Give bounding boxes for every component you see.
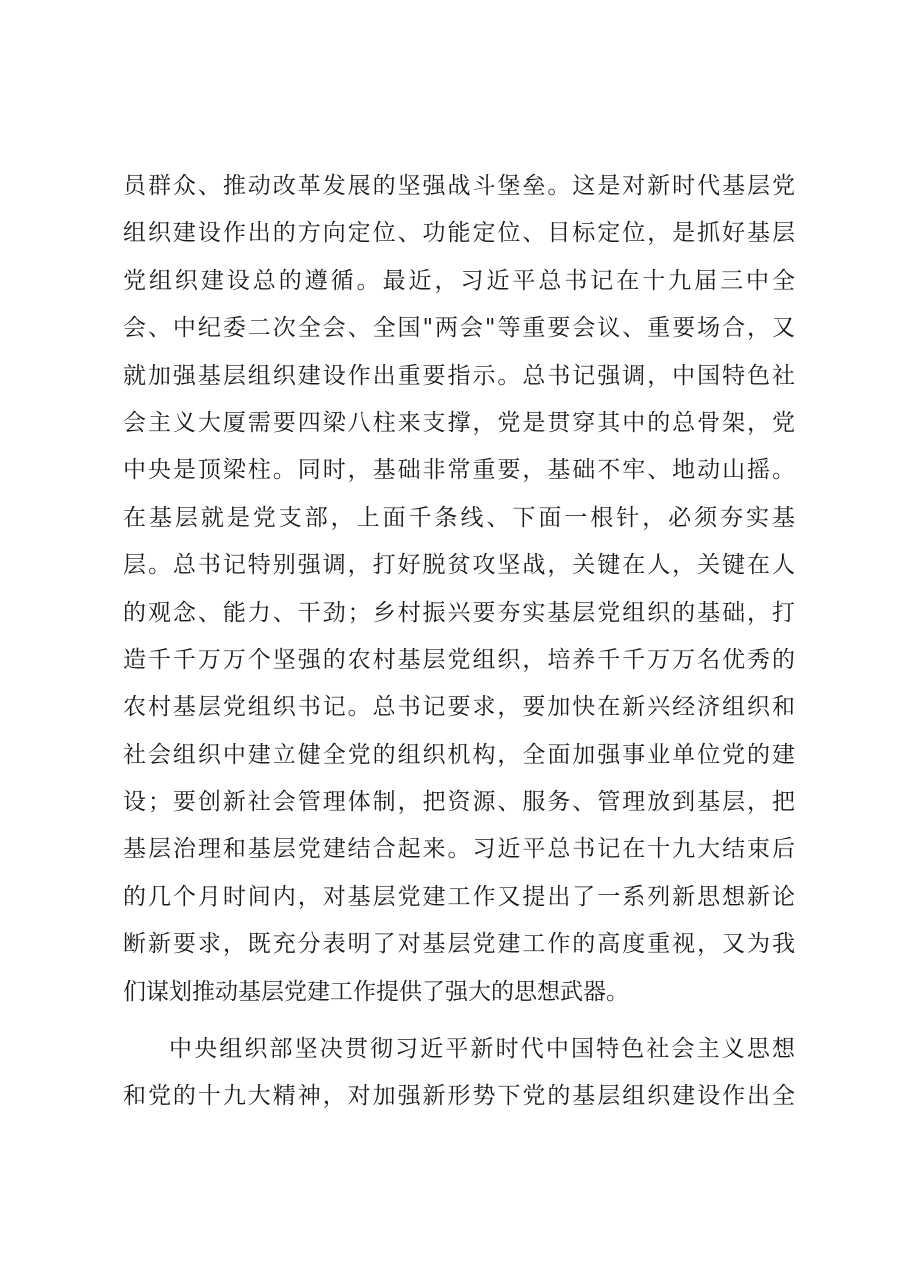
text-line: 的几个月时间内，对基层党建工作又提出了一系列新思想新论 xyxy=(123,883,795,910)
text-line: 们谋划推动基层党建工作提供了强大的思想武器。 xyxy=(123,978,629,1005)
paragraph-spacer xyxy=(123,1016,795,1026)
text-line: 中央是顶梁柱。同时，基础非常重要，基础不牢、地动山摇。 xyxy=(123,457,795,484)
paragraph-2 xyxy=(123,1026,795,1121)
text-line: 层。总书记特别强调，打好脱贫攻坚战，关键在人，关键在人 xyxy=(123,552,795,579)
text-line: 基层治理和基层党建结合起来。习近平总书记在十九大结束后 xyxy=(123,836,795,863)
text-line: 中央组织部坚决贯彻习近平新时代中国特色社会主义思想 xyxy=(169,1036,795,1063)
text-line: 的观念、能力、干劲；乡村振兴要夯实基层党组织的基础，打 xyxy=(123,599,795,626)
text-line: 党组织建设总的遵循。最近，习近平总书记在十九届三中全 xyxy=(123,267,795,294)
text-line: 设；要创新社会管理体制，把资源、服务、管理放到基层，把 xyxy=(123,789,795,816)
text-line: 断新要求，既充分表明了对基层党建工作的高度重视，又为我 xyxy=(123,931,795,958)
text-line: 会主义大厦需要四梁八柱来支撑，党是贯穿其中的总骨架，党 xyxy=(123,409,795,436)
text-line: 会、中纪委二次全会、全国"两会"等重要会议、重要场合，又 xyxy=(123,315,795,342)
text-line: 造千千万万个坚强的农村基层党组织，培养千千万万名优秀的 xyxy=(123,646,795,673)
text-line: 组织建设作出的方向定位、功能定位、目标定位，是抓好基层 xyxy=(123,220,795,247)
text-line: 和党的十九大精神，对加强新形势下党的基层组织建设作出全 xyxy=(123,1083,795,1110)
text-line: 就加强基层组织建设作出重要指示。总书记强调，中国特色社 xyxy=(123,362,795,389)
text-line: 农村基层党组织书记。总书记要求，要加快在新兴经济组织和 xyxy=(123,694,795,721)
text-line: 在基层就是党支部，上面千条线、下面一根针，必须夯实基 xyxy=(123,504,795,531)
paragraph-1 xyxy=(123,163,795,1016)
text-line: 社会组织中建立健全党的组织机构，全面加强事业单位党的建 xyxy=(123,741,795,768)
text-line: 员群众、推动改革发展的坚强战斗堡垒。这是对新时代基层党 xyxy=(123,173,795,199)
document-body xyxy=(123,163,795,1121)
